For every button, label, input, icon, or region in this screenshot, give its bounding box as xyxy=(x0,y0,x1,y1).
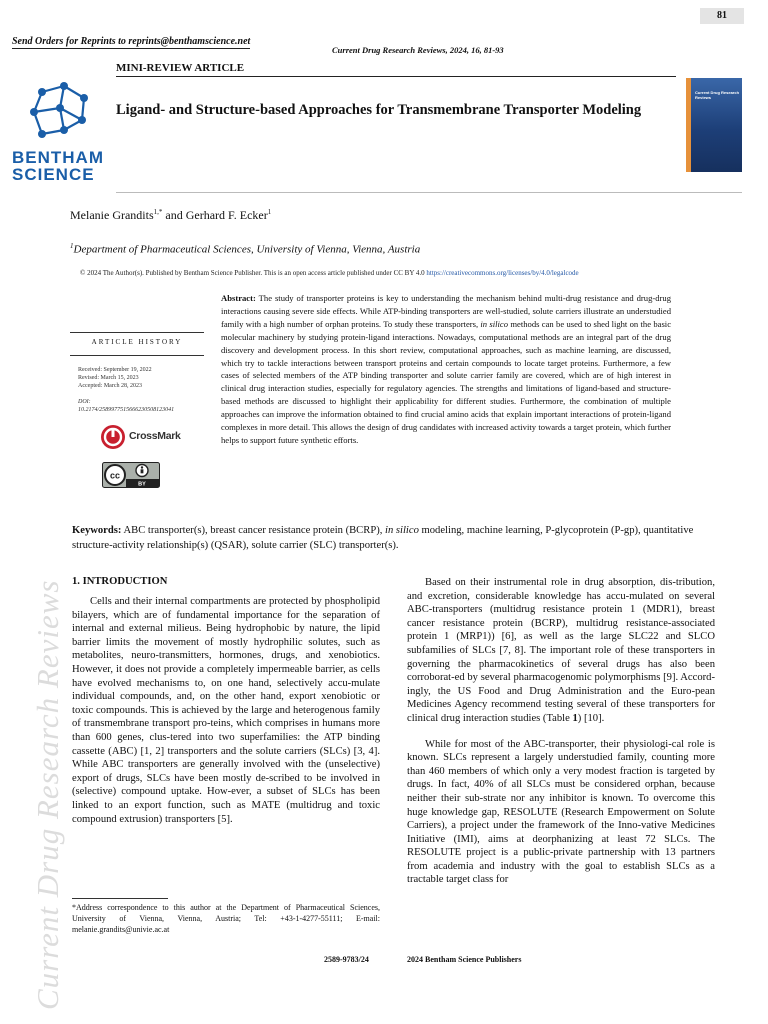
journal-name: Current Drug Research Reviews xyxy=(332,45,446,55)
page-number: 81 xyxy=(700,8,744,24)
keywords-text-2: modeling, machine learning, P-glycoprotein (P-gp), quantitative structure-activity relationship(s) (QSAR), solute carrier (SLC) transporter(s). xyxy=(72,525,694,551)
license-link[interactable]: https://creativecommons.org/licenses/by/4.0/legalcode xyxy=(426,269,579,277)
abstract-text-2: methods can be used to shed light on the basic molecular machinery by studying protein-ligand interactions. Nowadays, computational methods are an integral part of the drug discovery and development process. In this short review, computational approaches, such as machine learning, are discussed, which try to tackle interactions between transport proteins and certain compounds to locate target proteins. Furthermore, a few cases of selected members of the ATP binding transporter and solute carrier family are covered, which are of high interest in clinical drug interaction studies, especially for regulatory agencies. The strengths and limitations of ligand-based and structure-based methods are discussed to highlight their applicability for different studies. Furthermore, the combination of multiple approaches can improve the information obtained to find crucial amino acids that explain important interactions of protein-ligand complexes in more detail. This allows the design of drug candidates with increased activity towards a target protein, which further helps to support future synthetic efforts. xyxy=(221,318,672,445)
paragraph: While for most of the ABC-transporter, their physiologi-cal role is known. SLCs represent a largely understudied family, counting more than 460 members of which only a very modest fraction is targeted by drugs. In fact, 40% of all SLCs must be considered orphan, because neither their sub-strate nor any inhibitor is known. To overcome this huge knowledge gap, RESOLUTE (Research Empowerment on Solute Carriers), a project under the framework of the Inno-vative Medicines Initiative (IMI), aims at deorphanizing at least 72 SLCs. The RESOLUTE project is a public-private partnership with 13 partners from academia and industry with the goal to establish SLCs as a tractable target class for xyxy=(407,738,715,886)
molecule-logo-icon xyxy=(12,82,108,144)
accepted-date: Accepted: March 28, 2023 xyxy=(78,383,142,389)
crossmark-label: CrossMark xyxy=(129,430,181,442)
crossmark-badge[interactable] xyxy=(100,424,190,450)
citation-volume-pages: , 2024, 16, 81-93 xyxy=(445,45,504,55)
logo-text-science: SCIENCE xyxy=(12,165,95,184)
doi-value[interactable]: 10.2174/2589977515666230508123041 xyxy=(78,407,175,413)
cover-stripe xyxy=(686,78,691,172)
paragraph-text: ) [10]. xyxy=(577,712,605,724)
affiliation-text: Department of Pharmaceutical Sciences, University of Vienna, Vienna, Austria xyxy=(73,243,421,256)
body-right-column xyxy=(407,576,715,887)
revised-date: Revised: March 15, 2023 xyxy=(78,375,139,381)
author-2-affil-marker: 1 xyxy=(267,208,272,216)
author-1: Melanie Grandits xyxy=(70,208,154,222)
affiliation-marker: 1 xyxy=(70,242,74,250)
logo-text-bentham: BENTHAM xyxy=(12,148,104,167)
reprints-notice: Send Orders for Reprints to reprints@benthamscience.net xyxy=(12,36,251,47)
cc-by-license-badge[interactable] xyxy=(102,462,160,488)
keywords-label: Keywords: xyxy=(72,525,122,536)
article-title: Ligand- and Structure-based Approaches for Transmembrane Transporter Modeling xyxy=(116,102,642,118)
abstract-italic: in silico xyxy=(480,318,509,329)
cc-by-icon xyxy=(102,462,160,488)
article-history-dates xyxy=(78,366,208,390)
received-date: Received: September 19, 2022 xyxy=(78,367,152,373)
side-journal-watermark: Current Drug Research Reviews xyxy=(30,579,65,1010)
keywords-text-1: ABC transporter(s), breast cancer resistance protein (BCRP), xyxy=(121,525,386,536)
keywords xyxy=(72,524,720,553)
publisher-footer: 2024 Bentham Science Publishers xyxy=(407,955,522,964)
affiliation xyxy=(70,242,420,256)
journal-cover-image xyxy=(686,78,742,172)
header-rule xyxy=(116,76,676,77)
cover-title: Current Drug Research Reviews xyxy=(695,90,740,100)
copyright-notice xyxy=(80,269,579,277)
keywords-italic: in silico xyxy=(385,525,419,536)
author-line xyxy=(70,208,271,223)
abstract xyxy=(221,292,671,447)
issn: 2589-9783/24 xyxy=(324,955,369,964)
copyright-text: © 2024 The Author(s). Published by Bentham Science Publisher. This is an open access article published under CC BY 4.0 xyxy=(80,269,427,277)
article-history-box xyxy=(70,332,204,356)
title-rule xyxy=(116,192,742,193)
paragraph xyxy=(407,576,715,726)
crossmark-icon xyxy=(100,424,126,450)
abstract-label: Abstract: xyxy=(221,293,256,303)
doi-label: DOI: xyxy=(78,399,91,405)
paragraph: Cells and their internal compartments are protected by phospholipid bilayers, which are of fundamental importance for the separation of internal and external milieus. Being hydrophobic by nature, the lipid barrier limits the movement of mostly hydrophilic solutes, such as metabolites, neuro-transmitters, hormones, drugs, and xenobiotics. However, it does not provide a completely impermeable barrier, as cells have evolved mechanisms to, on one hand, selectively accu-mulate individual compounds, and, on the other hand, export xenobiotic or toxic compounds. This is achieved by the large and heterogenous family of transmembrane transport pro-teins, which comprises in humans more than 600 genes, clus-tered into two superfamilies: the ATP binding cassette (ABC) [1, 2] transporters and the solute carriers (SLCs) [3, 4]. While ABC transporters are generally involved with the (unselective) export of drugs, SLCs have been mostly de-scribed to be involved in (selective) compound uptake. How-ever, a subset of SLCs has been linked to an export function, such as MATE (multidrug and toxic compound extrusion) transporters [5]. xyxy=(72,596,380,825)
footnote-rule xyxy=(72,898,168,899)
author-2: Gerhard F. Ecker xyxy=(185,208,268,222)
article-type: MINI-REVIEW ARTICLE xyxy=(116,62,245,74)
author-connector: and xyxy=(162,208,186,222)
paragraph-text: Based on their instrumental role in drug absorption, dis-tribution, and excretion, considerable knowledge has accu-mulated on several ABC-transporters (multidrug resistance protein 1 (MDR1), breast cancer resistance protein (BCRP), multidrug resistance-associated protein 1 (MRP1)) [6], as well as the large SLC22 and SLCO subfamilies of SLCs [7, 8]. The important role of these transporters in governing the pharmacokinetics of several drugs has also been corroborat-ed by several pharmacogenomic polymorphisms [9]. Accord-ingly, the US Food and Drug Administration and the Euro-pean Medicines Agency recommend testing several of these transporters for clinical drug interaction studies (Table xyxy=(407,577,715,724)
svg-text:BY: BY xyxy=(138,481,146,488)
journal-citation xyxy=(332,45,504,55)
correspondence-footnote: *Address correspondence to this author at the Department of Pharmaceutical Sciences, University of Vienna, Vienna, Austria; Tel: +43-1-4277-55111; E-mail: melanie.grandits@univie.ac.at xyxy=(72,903,380,934)
section-heading: 1. INTRODUCTION xyxy=(72,576,168,587)
publisher-logo xyxy=(12,82,108,184)
body-left-column xyxy=(72,576,380,826)
table-reference: 1 xyxy=(572,712,578,724)
article-history-title: ARTICLE HISTORY xyxy=(91,338,183,346)
author-1-affil-marker: 1,* xyxy=(153,208,163,216)
abstract-text-1: The study of transporter proteins is key to understanding the mechanism behind multi-drug resistance and drug-drug interactions causing severe side effects. While ATP-binding transporters are well-studied, solute carriers illustrate an understudied family with a high number of orphan proteins. To study these transporters, xyxy=(221,293,671,329)
doi xyxy=(78,398,208,414)
svg-text:cc: cc xyxy=(109,470,121,481)
